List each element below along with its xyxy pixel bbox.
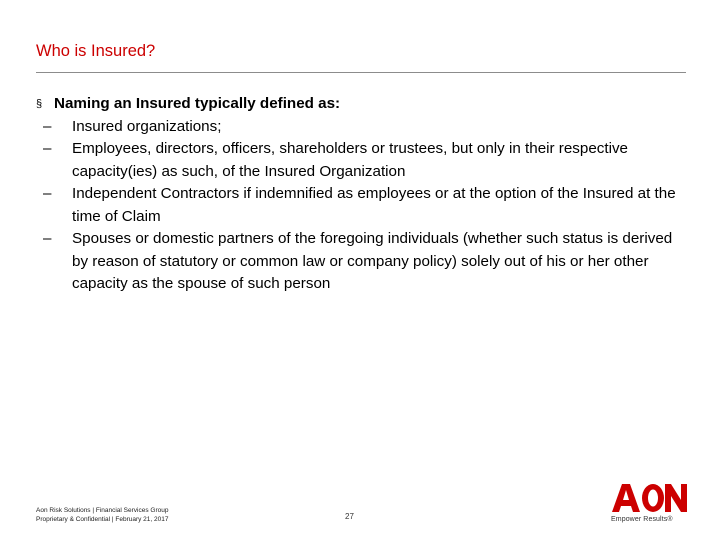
title-divider <box>36 72 686 73</box>
dash-marker: – <box>43 140 52 157</box>
footer-line-company: Aon Risk Solutions | Financial Services Group <box>36 507 169 514</box>
main-bullet <box>36 93 686 116</box>
aon-wordmark-icon <box>610 480 690 514</box>
dash-marker: – <box>43 185 52 202</box>
bullet-marker: § <box>36 98 43 110</box>
sub-bullet-item <box>36 138 686 183</box>
slide-title: Who is Insured? <box>36 42 156 60</box>
logo-tagline: Empower Results® <box>611 516 673 523</box>
page-number: 27 <box>345 512 354 521</box>
sub-bullet-text: Spouses or domestic partners of the foregoing individuals (whether such status is derived by reason of statutory or common law or company policy) solely out of his or her other capacity as the spouse of such person <box>72 230 673 292</box>
bullet-heading: Naming an Insured typically defined as: <box>54 95 341 112</box>
sub-bullet-item <box>36 116 686 139</box>
sub-bullet-text: Employees, directors, officers, shareholders or trustees, but only in their respective capacity(ies) as such, of the Insured Organization <box>72 140 629 180</box>
sub-bullet-item <box>36 228 686 296</box>
dash-marker: – <box>43 230 52 247</box>
sub-bullet-item <box>36 183 686 228</box>
footer-line-confidential: Proprietary & Confidential | February 21, 2017 <box>36 516 169 523</box>
sub-bullet-text: Insured organizations; <box>72 117 222 135</box>
sub-bullet-list <box>36 116 686 296</box>
sub-bullet-text: Independent Contractors if indemnified as employees or at the option of the Insured at the time of Claim <box>72 185 676 225</box>
dash-marker: – <box>43 117 52 135</box>
slide-content <box>36 93 686 296</box>
footer-info <box>36 506 168 524</box>
